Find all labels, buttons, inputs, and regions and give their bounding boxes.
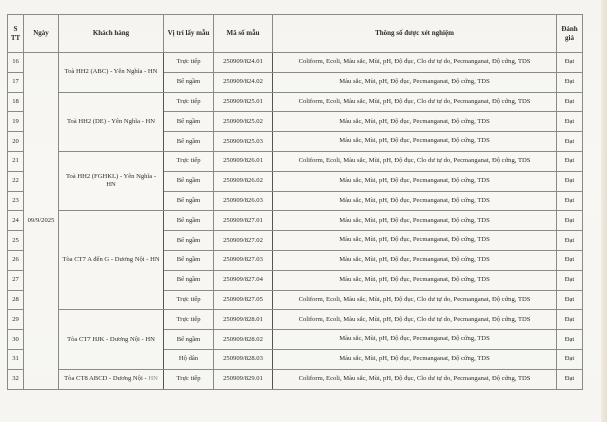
cell-params: Màu sắc, Mùi, pH, Độ đục, Pecmanganat, Độ cứng, TDS <box>273 171 557 191</box>
date-value: 09/9/2025 <box>27 216 55 224</box>
cell-sample-id: 250909/825.01 <box>214 92 273 112</box>
customer-name-tail: HN <box>148 375 158 383</box>
cell-result: Đạt <box>557 92 583 112</box>
cell-result: Đạt <box>557 72 583 92</box>
cell-params: Màu sắc, Mùi, pH, Độ đục, Pecmanganat, Độ cứng, TDS <box>273 349 557 369</box>
table-row <box>8 151 583 171</box>
cell-result: Đạt <box>557 211 583 231</box>
cell-stt: 20 <box>8 132 24 152</box>
cell-stt: 22 <box>8 171 24 191</box>
cell-location: Hộ dân <box>164 349 214 369</box>
cell-sample-id: 250909/824.02 <box>214 72 273 92</box>
cell-stt: 19 <box>8 112 24 132</box>
cell-location: Bể ngầm <box>164 211 214 231</box>
cell-customer: Toà HH2 (DE) - Yên Nghĩa - HN <box>59 92 164 151</box>
cell-stt: 21 <box>8 151 24 171</box>
cell-params: Coliform, Ecoli, Màu sắc, Mùi, pH, Độ đục, Clo dư tự do, Pecmanganat, Độ cứng, TDS <box>273 151 557 171</box>
cell-location: Bể ngầm <box>164 72 214 92</box>
cell-location: Trực tiếp <box>164 151 214 171</box>
cell-stt: 27 <box>8 270 24 290</box>
cell-sample-id: 250909/828.03 <box>214 349 273 369</box>
cell-stt: 30 <box>8 330 24 350</box>
cell-location: Bể ngầm <box>164 132 214 152</box>
table-row <box>8 92 583 112</box>
cell-sample-id: 250909/826.02 <box>214 171 273 191</box>
cell-sample-id: 250909/828.01 <box>214 310 273 330</box>
cell-result: Đạt <box>557 349 583 369</box>
header-stt: S TT <box>8 15 24 53</box>
cell-params: Màu sắc, Mùi, pH, Độ đục, Pecmanganat, Độ cứng, TDS <box>273 112 557 132</box>
cell-location: Bể ngầm <box>164 171 214 191</box>
cell-location: Trực tiếp <box>164 53 214 73</box>
cell-date <box>24 53 59 390</box>
red-stamp-mark <box>596 178 606 238</box>
cell-sample-id: 250909/828.02 <box>214 330 273 350</box>
cell-sample-id: 250909/827.05 <box>214 290 273 310</box>
cell-result: Đạt <box>557 310 583 330</box>
cell-location: Bể ngầm <box>164 231 214 251</box>
cell-result: Đạt <box>557 250 583 270</box>
header-location: Vị trí lấy mẫu <box>164 15 214 53</box>
cell-customer <box>59 369 164 389</box>
cell-sample-id: 250909/825.02 <box>214 112 273 132</box>
cell-stt: 24 <box>8 211 24 231</box>
cell-sample-id: 250909/829.01 <box>214 369 273 389</box>
cell-result: Đạt <box>557 191 583 211</box>
cell-customer: Tòa CT7 HJK - Dương Nội - HN <box>59 310 164 369</box>
cell-result: Đạt <box>557 231 583 251</box>
cell-params: Màu sắc, Mùi, pH, Độ đục, Pecmanganat, Độ cứng, TDS <box>273 250 557 270</box>
cell-location: Trực tiếp <box>164 369 214 389</box>
cell-stt: 26 <box>8 250 24 270</box>
cell-location: Bể ngầm <box>164 250 214 270</box>
cell-params: Coliform, Ecoli, Màu sắc, Mùi, pH, Độ đục, Clo dư tự do, Pecmanganat, Độ cứng, TDS <box>273 310 557 330</box>
cell-stt: 25 <box>8 231 24 251</box>
cell-sample-id: 250909/827.03 <box>214 250 273 270</box>
cell-result: Đạt <box>557 330 583 350</box>
cell-params: Coliform, Ecoli, Màu sắc, Mùi, pH, Độ đục, Clo dư tự do, Pecmanganat, Độ cứng, TDS <box>273 53 557 73</box>
cell-params: Coliform, Ecoli, Màu sắc, Mùi, pH, Độ đục, Clo dư tự do, Pecmanganat, Độ cứng, TDS <box>273 369 557 389</box>
cell-location: Trực tiếp <box>164 92 214 112</box>
table-row <box>8 369 583 389</box>
cell-stt: 29 <box>8 310 24 330</box>
cell-location: Bể ngầm <box>164 270 214 290</box>
cell-stt: 28 <box>8 290 24 310</box>
cell-params: Coliform, Ecoli, Màu sắc, Mùi, pH, Độ đục, Clo dư tự do, Pecmanganat, Độ cứng, TDS <box>273 290 557 310</box>
cell-stt: 16 <box>8 53 24 73</box>
cell-customer: Toà HH2 (ABC) - Yên Nghĩa - HN <box>59 53 164 93</box>
cell-stt: 18 <box>8 92 24 112</box>
table-row <box>8 211 583 231</box>
cell-params: Màu sắc, Mùi, pH, Độ đục, Pecmanganat, Độ cứng, TDS <box>273 211 557 231</box>
cell-customer: Tòa CT7 A đến G - Dương Nội - HN <box>59 211 164 310</box>
cell-sample-id: 250909/827.02 <box>214 231 273 251</box>
cell-params: Màu sắc, Mùi, pH, Độ đục, Pecmanganat, Độ cứng, TDS <box>273 132 557 152</box>
header-result: Đánh giá <box>557 15 583 53</box>
cell-result: Đạt <box>557 151 583 171</box>
cell-sample-id: 250909/827.01 <box>214 211 273 231</box>
cell-params: Màu sắc, Mùi, pH, Độ đục, Pecmanganat, Độ cứng, TDS <box>273 330 557 350</box>
cell-result: Đạt <box>557 171 583 191</box>
cell-sample-id: 250909/827.04 <box>214 270 273 290</box>
cell-stt: 23 <box>8 191 24 211</box>
cell-params: Coliform, Ecoli, Màu sắc, Mùi, pH, Độ đục, Clo dư tự do, Pecmanganat, Độ cứng, TDS <box>273 92 557 112</box>
customer-name: Tòa CT8 ABCD - Dương Nội - <box>64 375 149 383</box>
cell-params: Màu sắc, Mùi, pH, Độ đục, Pecmanganat, Độ cứng, TDS <box>273 72 557 92</box>
cell-params: Màu sắc, Mùi, pH, Độ đục, Pecmanganat, Độ cứng, TDS <box>273 231 557 251</box>
cell-params: Màu sắc, Mùi, pH, Độ đục, Pecmanganat, Độ cứng, TDS <box>273 191 557 211</box>
cell-result: Đạt <box>557 132 583 152</box>
cell-stt: 31 <box>8 349 24 369</box>
cell-sample-id: 250909/824.01 <box>214 53 273 73</box>
cell-result: Đạt <box>557 53 583 73</box>
cell-params: Màu sắc, Mùi, pH, Độ đục, Pecmanganat, Độ cứng, TDS <box>273 270 557 290</box>
cell-location: Bể ngầm <box>164 112 214 132</box>
cell-result: Đạt <box>557 290 583 310</box>
header-params: Thông số được xét nghiệm <box>273 15 557 53</box>
table-header-row <box>8 15 583 53</box>
cell-sample-id: 250909/825.03 <box>214 132 273 152</box>
cell-location: Trực tiếp <box>164 310 214 330</box>
cell-location: Bể ngầm <box>164 191 214 211</box>
header-customer: Khách hàng <box>59 15 164 53</box>
cell-location: Bể ngầm <box>164 330 214 350</box>
cell-result: Đạt <box>557 270 583 290</box>
cell-result: Đạt <box>557 369 583 389</box>
cell-sample-id: 250909/826.03 <box>214 191 273 211</box>
table-row <box>8 53 583 73</box>
test-results-table <box>7 14 583 390</box>
cell-customer: Toà HH2 (FGHKL) - Yên Nghĩa - HN <box>59 151 164 210</box>
table-row <box>8 310 583 330</box>
cell-stt: 32 <box>8 369 24 389</box>
cell-result: Đạt <box>557 112 583 132</box>
header-date: Ngày <box>24 15 59 53</box>
cell-stt: 17 <box>8 72 24 92</box>
cell-location: Trực tiếp <box>164 290 214 310</box>
header-sample-id: Mã số mẫu <box>214 15 273 53</box>
cell-sample-id: 250909/826.01 <box>214 151 273 171</box>
